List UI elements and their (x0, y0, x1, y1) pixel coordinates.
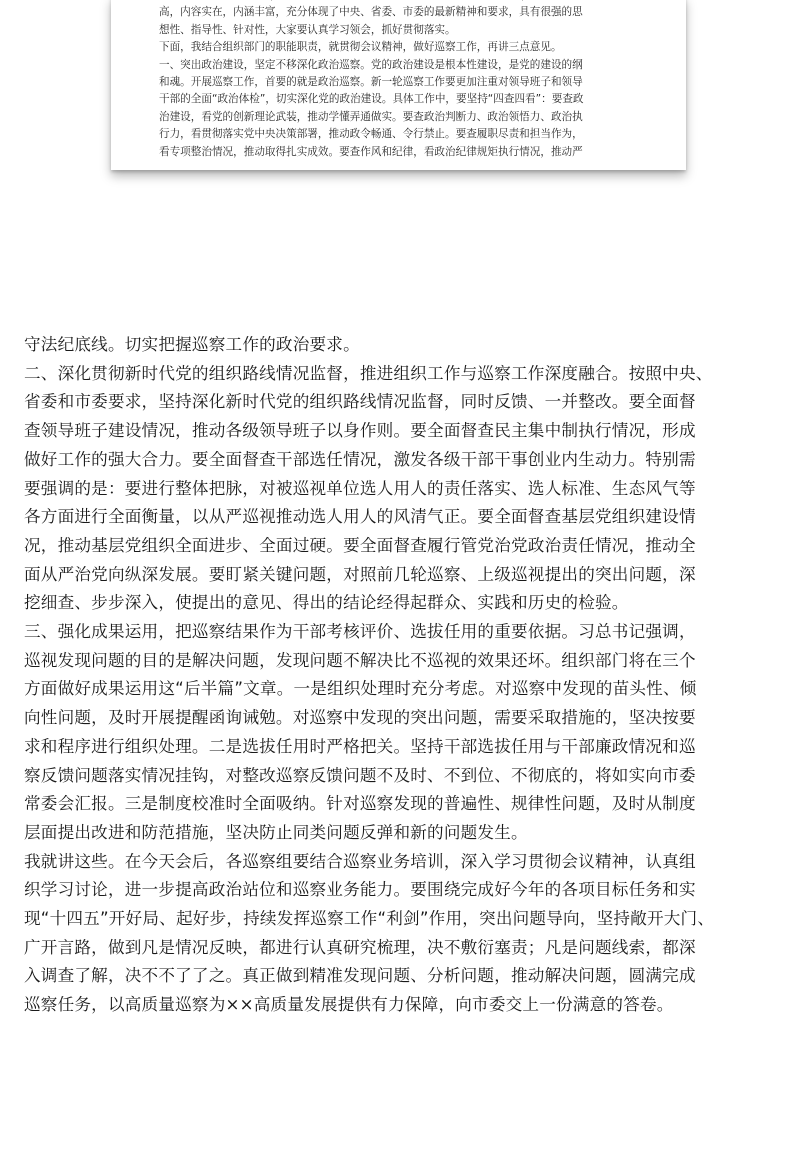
body-line: 我就讲这些。在今天会后，各巡察组要结合巡察业务培训，深入学习贯彻会议精神，认真组 (24, 851, 696, 871)
preview-line: 干部的全面“政治体检”，切实深化党的政治建设。具体工作中，要坚持“四查四看”：要查政 (159, 93, 584, 106)
body-line: 层面提出改进和防范措施，坚决防止同类问题反弹和新的问题发生。 (24, 822, 528, 842)
body-line: 面从严治党向纵深发展。要盯紧关键问题，对照前几轮巡察、上级巡视提出的突出问题，深 (24, 564, 696, 584)
body-line: 查领导班子建设情况，推动各级领导班子以身作则。要全面督查民主集中制执行情况，形成 (24, 421, 696, 441)
body-line: 巡视发现问题的目的是解决问题，发现问题不解决比不巡视的效果还坏。组织部门将在三个 (24, 650, 696, 670)
body-line: 况，推动基层党组织全面进步、全面过硬。要全面督查履行管党治党政治责任情况，推动全 (24, 535, 696, 555)
body-line: 三、强化成果运用，把巡察结果作为干部考核评价、选拔任用的重要依据。习总书记强调， (24, 622, 696, 642)
preview-line: 下面，我结合组织部门的职能职责，就贯彻会议精神，做好巡察工作，再讲三点意见。 (159, 41, 562, 54)
document-body (24, 331, 780, 1020)
document-preview-card (111, 0, 686, 170)
preview-line: 治建设，看党的创新理论武装，推动学懂弄通做实。要查政治判断力、政治领悟力、政治执 (159, 110, 583, 123)
preview-line: 一、突出政治建设，坚定不移深化政治巡察。党的政治建设是根本性建设，是党的建设的纲 (159, 58, 583, 71)
body-line: 方面做好成果运用这“后半篇”文章。一是组织处理时充分考虑。对巡察中发现的苗头性、倾 (24, 679, 697, 699)
body-line: 守法纪底线。切实把握巡察工作的政治要求。 (24, 335, 360, 354)
body-line: 向性问题，及时开展提醒函询诫勉。对巡察中发现的突出问题，需要采取措施的，坚决按要 (24, 708, 696, 728)
body-line: 入调查了解，决不不了了之。真正做到精准发现问题、分析问题，推动解决问题，圆满完成 (24, 966, 696, 986)
body-line: 二、深化贯彻新时代党的组织路线情况监督，推进组织工作与巡察工作深度融合。按照中央、 (24, 363, 713, 383)
body-line: 要强调的是：要进行整体把脉，对被巡视单位选人用人的责任落实、选人标准、生态风气等 (24, 478, 696, 498)
body-line: 巡察任务，以高质量巡察为××高质量发展提供有力保障，向市委交上一份满意的答卷。 (24, 995, 674, 1015)
preview-line: 和魂。开展巡察工作，首要的就是政治巡察。新一轮巡察工作要更加注重对领导班子和领导 (159, 76, 583, 89)
body-line: 挖细查、步步深入，使提出的意见、得出的结论经得起群众、实践和历史的检验。 (24, 593, 629, 613)
body-line: 求和程序进行组织处理。二是选拔任用时严格把关。坚持干部选拔任用与干部廉政情况和巡 (24, 736, 696, 756)
body-line: 现“十四五”开好局、起好步，持续发挥巡察工作“利剑”作用，突出问题导向，坚持敞开大门、 (24, 909, 715, 929)
body-line: 省委和市委要求，坚持深化新时代党的组织路线情况监督，同时反馈、一并整改。要全面督 (24, 392, 696, 412)
preview-line: 高，内容实在，内涵丰富，充分体现了中央、省委、市委的最新精神和要求，具有很强的思 (159, 6, 583, 19)
body-line: 广开言路，做到凡是情况反映，都进行认真研究梳理，决不敷衍塞责；凡是问题线索，都深 (24, 937, 696, 957)
body-line: 察反馈问题落实情况挂钩，对整改巡察反馈问题不及时、不到位、不彻底的，将如实向市委 (24, 765, 696, 785)
body-line: 织学习讨论，进一步提高政治站位和巡察业务能力。要围绕完成好今年的各项目标任务和实 (24, 880, 696, 900)
preview-text-block (159, 0, 653, 161)
body-line: 做好工作的强大合力。要全面督查干部选任情况，激发各级干部干事创业内生动力。特别需 (24, 449, 696, 469)
preview-line: 看专项整治情况，推动取得扎实成效。要查作风和纪律，看政治纪律规矩执行情况，推动严 (159, 145, 583, 158)
body-line: 常委会汇报。三是制度校准时全面吸纳。针对巡察发现的普遍性、规律性问题，及时从制度 (24, 794, 696, 814)
preview-line: 行力，看贯彻落实党中央决策部署，推动政令畅通、令行禁止。要查履职尽责和担当作为， (159, 128, 583, 141)
preview-line: 想性、指导性、针对性，大家要认真学习领会，抓好贯彻落实。 (159, 23, 456, 36)
body-line: 各方面进行全面衡量，以从严巡视推动选人用人的风清气正。要全面督查基层党组织建设情 (24, 507, 696, 527)
